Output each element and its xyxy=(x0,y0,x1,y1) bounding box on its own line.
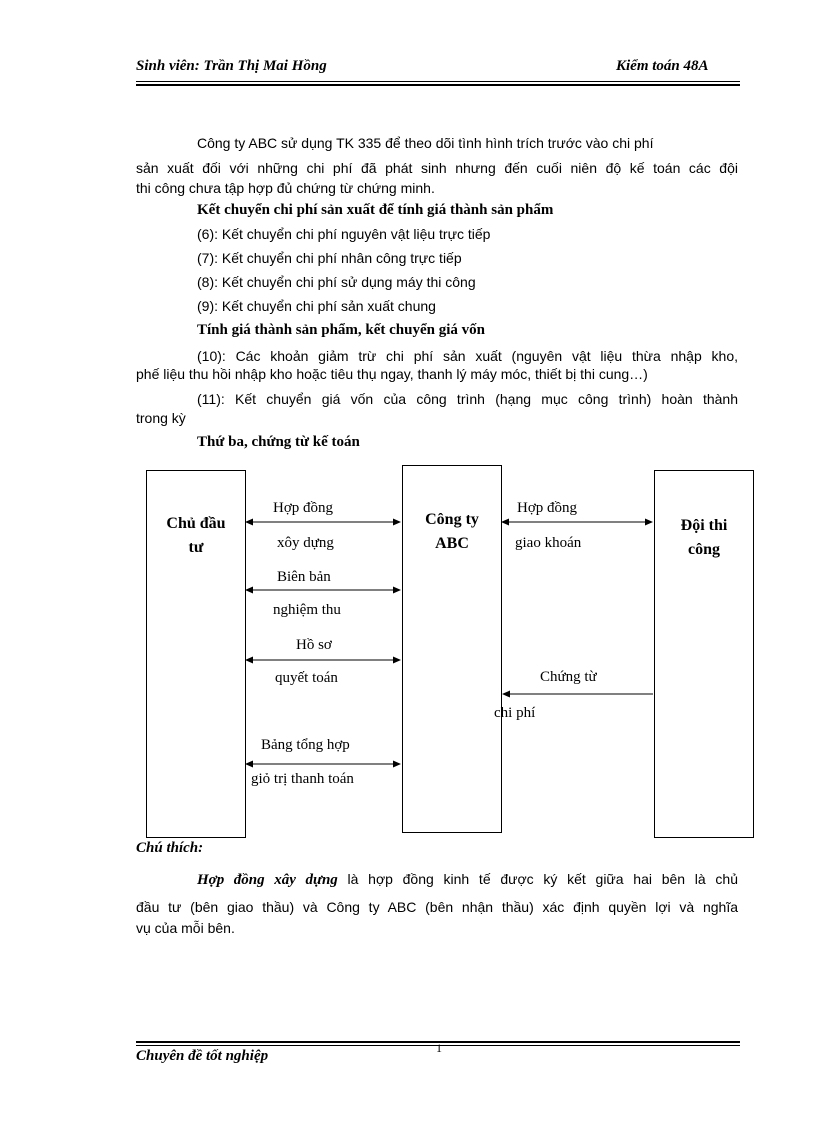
box-company-line-2: ABC xyxy=(435,535,469,552)
item-9: (9): Kết chuyển chi phí sản xuất chung xyxy=(197,298,436,314)
item-11-line-2: trong kỳ xyxy=(136,410,186,426)
item-10-line-1: (10): Các khoản giảm trừ chi phí sản xuất (nguyên vật liệu thừa nhập kho, xyxy=(197,348,738,364)
notes-line-3: vụ của mỗi bên. xyxy=(136,920,235,936)
item-7: (7): Kết chuyển chi phí nhân công trực tiếp xyxy=(197,250,462,266)
header-student-name: Sinh viên: Trần Thị Mai Hồng xyxy=(136,58,327,74)
label-contract-bottom: xôy dựng xyxy=(277,535,334,551)
label-summary-top: Bảng tổng hợp xyxy=(261,737,350,753)
label-summary-bottom: giỏ trị thanh toán xyxy=(251,771,354,787)
intro-line-3: thi công chưa tập hợp đủ chứng từ chứng minh. xyxy=(136,180,435,196)
heading-cost-price: Tính giá thành sản phẩm, kết chuyển giá vốn xyxy=(197,322,486,338)
heading-carry-forward: Kết chuyển chi phí sản xuất để tính giá thành sản phẩm xyxy=(197,202,554,218)
label-cost-doc-bottom: chi phí xyxy=(494,705,536,721)
item-8: (8): Kết chuyển chi phí sử dụng máy thi công xyxy=(197,274,476,290)
intro-line-2: sản xuất đối với những chi phí đã phát sinh nhưng đến cuối niên độ kế toán các đội xyxy=(136,160,738,176)
label-assignment-bottom: giao khoán xyxy=(515,535,582,551)
notes-line-1 xyxy=(197,868,738,892)
box-company-line-1: Công ty xyxy=(425,511,479,528)
heading-documents: Thứ ba, chứng từ kế toán xyxy=(197,434,360,450)
item-10-line-2: phế liệu thu hồi nhập kho hoặc tiêu thụ ngay, thanh lý máy móc, thiết bị thi cung…) xyxy=(136,366,648,382)
footer-title: Chuyên đề tốt nghiệp xyxy=(136,1048,269,1064)
label-assignment-top: Hợp đồng xyxy=(517,500,578,516)
box-team-line-1: Đội thi xyxy=(680,517,728,534)
item-6: (6): Kết chuyển chi phí nguyên vật liệu trực tiếp xyxy=(197,226,491,242)
label-settlement-bottom: quyết toán xyxy=(275,670,338,686)
page-number: 1 xyxy=(436,1041,442,1055)
intro-line-1: Công ty ABC sử dụng TK 335 để theo dõi tình hình trích trước vào chi phí xyxy=(197,135,654,151)
box-investor-line-1: Chủ đầu xyxy=(166,515,226,532)
item-11-line-1: (11): Kết chuyển giá vốn của công trình (hạng mục công trình) hoàn thành xyxy=(197,391,738,407)
notes-title: Chú thích: xyxy=(136,840,204,856)
notes-line-1-rest: là hợp đồng kinh tế được ký kết giữa hai bên là chủ xyxy=(337,871,739,887)
label-cost-doc-top: Chứng từ xyxy=(540,669,597,685)
box-team-line-2: công xyxy=(688,541,720,558)
notes-line-2: đầu tư (bên giao thầu) và Công ty ABC (bên nhận thầu) xác định quyền lợi và nghĩa xyxy=(136,899,738,915)
label-settlement-top: Hồ sơ xyxy=(296,637,332,653)
notes-term: Hợp đồng xây dựng xyxy=(197,872,338,888)
label-acceptance-top: Biên bản xyxy=(277,569,331,585)
header-class: Kiểm toán 48A xyxy=(616,58,709,74)
box-investor-line-2: tư xyxy=(188,539,204,556)
label-contract-top: Hợp đồng xyxy=(273,500,334,516)
label-acceptance-bottom: nghiệm thu xyxy=(273,602,341,618)
